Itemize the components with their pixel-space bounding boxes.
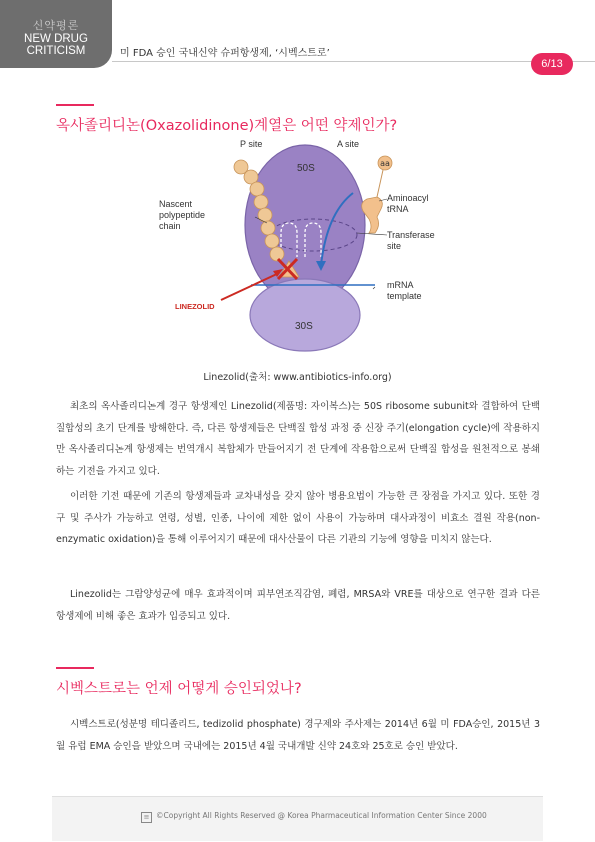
amino-acid-link	[377, 170, 383, 197]
section2-accent-bar	[56, 667, 94, 669]
mrna-label-1: mRNA	[387, 280, 414, 290]
logo-line-1: NEW DRUG	[24, 33, 88, 45]
mrna-label-2: template	[387, 291, 422, 301]
aminoacyl-label-1: Aminoacyl	[387, 193, 429, 203]
section1-paragraph-1: 최초의 옥사졸리디논계 경구 항생제인 Linezolid(제품명: 자이복스)는 50S ribosome subunit와 결합하여 단백질합성의 초기 단계를 방해한다. 즉, 다른 항생제들은 단백질 합성 과정 중 신장 주기(elongation cycle)에 작용하지만 옥사졸리디논계 항생제는 번역개시 복합체가 만들어지기 전 단계에 작용함으로써 단백질 합성을 원천적으로 봉쇄하는 기전을 가지고 있다.	[56, 401, 540, 477]
logo-korean-text: 신약평론	[32, 19, 80, 32]
mrna-leader	[373, 287, 375, 289]
section1-heading: 옥사졸리디논(Oxazolidinone)계열은 어떤 약제인가?	[56, 118, 398, 134]
nascent-label-1: Nascent	[159, 199, 193, 209]
linezolid-label: LINEZOLID	[175, 302, 215, 311]
section1-paragraph-2: 이러한 기전 때문에 기존의 항생제들과 교차내성을 갖지 않아 병용요법이 가능한 큰 장점을 가지고 있다. 또한 경구 및 주사가 가능하고 연령, 성별, 인종, 나이에 제한 없이 사용이 가능하며 대사과정이 비효소 결원 작용(non-enzymatic oxidation)을 통해 이루어지기 때문에 대사산물이 다른 기관의 기능에 영향을 미치지 않는다.	[56, 491, 540, 545]
linezolid-ribosome-figure	[155, 137, 445, 359]
section2-heading: 시벡스트로는 언제 어떻게 승인되었나?	[56, 681, 302, 697]
document-icon: ≡	[141, 812, 152, 823]
nascent-label-2: polypeptide	[159, 210, 206, 220]
subunit-30s-shape	[250, 279, 360, 351]
header-divider	[112, 61, 595, 62]
header-title: 미 FDA 승인 국내신약 슈퍼항생제, ‘시벡스트로’	[120, 48, 330, 59]
footer-copyright: ©Copyright All Rights Reserved @ Korea Pharmaceutical Information Center Since 2000	[156, 811, 487, 820]
subunit-30s-label: 30S	[295, 321, 313, 332]
page-number-badge: 6/13	[531, 53, 573, 75]
p-site-label: P site	[240, 139, 263, 149]
figure-caption: Linezolid(출처: www.antibiotics-info.org)	[203, 372, 392, 383]
section1-paragraph-3: Linezolid는 그람양성균에 매우 효과적이며 피부연조직감염, 폐렴, MRSA와 VRE를 대상으로 연구한 결과 다른 항생제에 비해 좋은 효과가 입증되고 있다.	[56, 589, 540, 622]
transferase-label-2: site	[387, 241, 402, 251]
aminoacyl-label-2: tRNA	[387, 204, 409, 214]
section1-accent-bar	[56, 104, 94, 106]
nascent-label-3: chain	[159, 221, 181, 231]
aa-label: aa	[380, 159, 390, 168]
subunit-50s-label: 50S	[297, 163, 315, 174]
transferase-label-1: Transferase	[387, 230, 435, 240]
logo-line-2: CRITICISM	[26, 45, 86, 57]
a-site-label: A site	[337, 139, 360, 149]
section2-paragraph-1: 시벡스트로(성분명 테디졸리드, tedizolid phosphate) 경구제와 주사제는 2014년 6월 미 FDA승인, 2015년 3월 유럽 EMA 승인을 받았으며 국내에는 2015년 4월 국내개발 신약 24호와 25호로 승인 받았다.	[56, 719, 540, 752]
